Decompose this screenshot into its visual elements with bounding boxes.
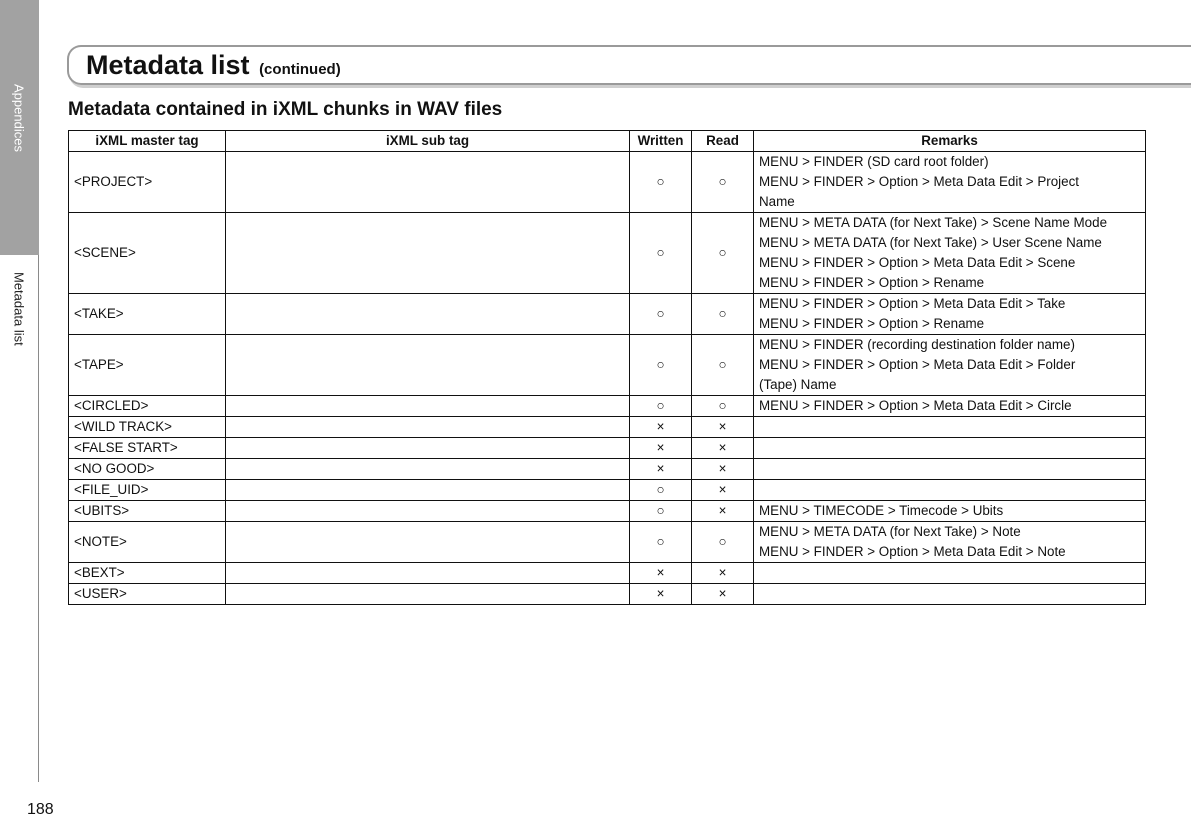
cell-read: × bbox=[692, 459, 754, 480]
cell-remarks bbox=[754, 480, 1146, 501]
remark-line: Name bbox=[759, 194, 795, 209]
metadata-table bbox=[68, 130, 1146, 605]
remark-line: MENU > META DATA (for Next Take) > User Scene Name bbox=[759, 235, 1102, 250]
remark-line: MENU > FINDER > Option > Meta Data Edit > Scene bbox=[759, 255, 1076, 270]
cell-written: × bbox=[630, 438, 692, 459]
cell-written: ○ bbox=[630, 335, 692, 396]
remark-line: MENU > FINDER > Option > Meta Data Edit > Folder bbox=[759, 357, 1076, 372]
cell-master-tag: <WILD TRACK> bbox=[69, 417, 226, 438]
cell-sub-tag bbox=[226, 501, 630, 522]
table-row bbox=[69, 584, 1146, 605]
cell-remarks bbox=[754, 294, 1146, 335]
cell-remarks bbox=[754, 501, 1146, 522]
cell-read: ○ bbox=[692, 294, 754, 335]
cell-read: ○ bbox=[692, 335, 754, 396]
cell-read: × bbox=[692, 480, 754, 501]
cell-sub-tag bbox=[226, 396, 630, 417]
cell-remarks bbox=[754, 213, 1146, 294]
remark-line: MENU > TIMECODE > Timecode > Ubits bbox=[759, 503, 1004, 518]
column-header: Read bbox=[692, 131, 754, 152]
section-heading: Metadata contained in iXML chunks in WAV files bbox=[68, 99, 503, 120]
cell-read: ○ bbox=[692, 213, 754, 294]
remark-line: MENU > FINDER (SD card root folder) bbox=[759, 154, 989, 169]
cell-read: ○ bbox=[692, 152, 754, 213]
table-row bbox=[69, 438, 1146, 459]
cell-sub-tag bbox=[226, 335, 630, 396]
cell-written: ○ bbox=[630, 480, 692, 501]
cell-written: × bbox=[630, 417, 692, 438]
column-header: iXML master tag bbox=[69, 131, 226, 152]
cell-sub-tag bbox=[226, 152, 630, 213]
page-title-text: Metadata list bbox=[86, 50, 250, 80]
cell-read: × bbox=[692, 584, 754, 605]
cell-remarks bbox=[754, 417, 1146, 438]
cell-remarks bbox=[754, 522, 1146, 563]
table-row bbox=[69, 417, 1146, 438]
cell-master-tag: <PROJECT> bbox=[69, 152, 226, 213]
cell-master-tag: <NO GOOD> bbox=[69, 459, 226, 480]
table-row bbox=[69, 152, 1146, 213]
cell-written: × bbox=[630, 459, 692, 480]
cell-read: ○ bbox=[692, 396, 754, 417]
cell-written: ○ bbox=[630, 152, 692, 213]
remark-line: MENU > FINDER > Option > Meta Data Edit > Project bbox=[759, 174, 1080, 189]
cell-sub-tag bbox=[226, 294, 630, 335]
remark-line: MENU > META DATA (for Next Take) > Note bbox=[759, 524, 1021, 539]
cell-sub-tag bbox=[226, 438, 630, 459]
cell-sub-tag bbox=[226, 213, 630, 294]
cell-master-tag: <BEXT> bbox=[69, 563, 226, 584]
cell-remarks bbox=[754, 459, 1146, 480]
side-label-metadata-list: Metadata list bbox=[11, 272, 27, 346]
cell-remarks bbox=[754, 584, 1146, 605]
remark-line: MENU > FINDER > Option > Meta Data Edit > Note bbox=[759, 544, 1066, 559]
cell-sub-tag bbox=[226, 480, 630, 501]
cell-remarks bbox=[754, 396, 1146, 417]
table-row bbox=[69, 480, 1146, 501]
page-number: 188 bbox=[27, 801, 54, 818]
cell-master-tag: <FILE_UID> bbox=[69, 480, 226, 501]
cell-master-tag: <NOTE> bbox=[69, 522, 226, 563]
column-header: Remarks bbox=[754, 131, 1146, 152]
cell-written: ○ bbox=[630, 522, 692, 563]
remark-line: MENU > FINDER > Option > Meta Data Edit > Take bbox=[759, 296, 1066, 311]
remark-line: MENU > FINDER > Option > Meta Data Edit > Circle bbox=[759, 398, 1072, 413]
table-row bbox=[69, 335, 1146, 396]
remark-line: MENU > FINDER > Option > Rename bbox=[759, 316, 985, 331]
cell-master-tag: <SCENE> bbox=[69, 213, 226, 294]
table-row bbox=[69, 501, 1146, 522]
cell-written: × bbox=[630, 563, 692, 584]
cell-written: × bbox=[630, 584, 692, 605]
table-row bbox=[69, 459, 1146, 480]
cell-master-tag: <TAKE> bbox=[69, 294, 226, 335]
remark-line: MENU > FINDER > Option > Rename bbox=[759, 275, 985, 290]
cell-read: × bbox=[692, 438, 754, 459]
table-row bbox=[69, 563, 1146, 584]
cell-sub-tag bbox=[226, 584, 630, 605]
remark-line: (Tape) Name bbox=[759, 377, 837, 392]
cell-remarks bbox=[754, 335, 1146, 396]
cell-master-tag: <CIRCLED> bbox=[69, 396, 226, 417]
cell-remarks bbox=[754, 438, 1146, 459]
cell-master-tag: <USER> bbox=[69, 584, 226, 605]
cell-sub-tag bbox=[226, 417, 630, 438]
cell-sub-tag bbox=[226, 522, 630, 563]
side-label-appendices: Appendices bbox=[11, 84, 27, 152]
column-header: Written bbox=[630, 131, 692, 152]
cell-written: ○ bbox=[630, 501, 692, 522]
cell-written: ○ bbox=[630, 294, 692, 335]
table-header-row bbox=[69, 131, 1146, 152]
cell-sub-tag bbox=[226, 563, 630, 584]
page-title bbox=[86, 50, 341, 81]
cell-remarks bbox=[754, 563, 1146, 584]
cell-master-tag: <TAPE> bbox=[69, 335, 226, 396]
cell-master-tag: <UBITS> bbox=[69, 501, 226, 522]
cell-remarks bbox=[754, 152, 1146, 213]
cell-written: ○ bbox=[630, 213, 692, 294]
table-row bbox=[69, 213, 1146, 294]
page-title-continued: (continued) bbox=[259, 61, 341, 78]
cell-master-tag: <FALSE START> bbox=[69, 438, 226, 459]
table-row bbox=[69, 294, 1146, 335]
column-header: iXML sub tag bbox=[226, 131, 630, 152]
cell-read: ○ bbox=[692, 522, 754, 563]
remark-line: MENU > META DATA (for Next Take) > Scene Name Mode bbox=[759, 215, 1108, 230]
table-row bbox=[69, 396, 1146, 417]
table-row bbox=[69, 522, 1146, 563]
cell-sub-tag bbox=[226, 459, 630, 480]
cell-read: × bbox=[692, 563, 754, 584]
cell-read: × bbox=[692, 417, 754, 438]
side-index-bar bbox=[0, 0, 39, 782]
cell-written: ○ bbox=[630, 396, 692, 417]
remark-line: MENU > FINDER (recording destination folder name) bbox=[759, 337, 1075, 352]
cell-read: × bbox=[692, 501, 754, 522]
